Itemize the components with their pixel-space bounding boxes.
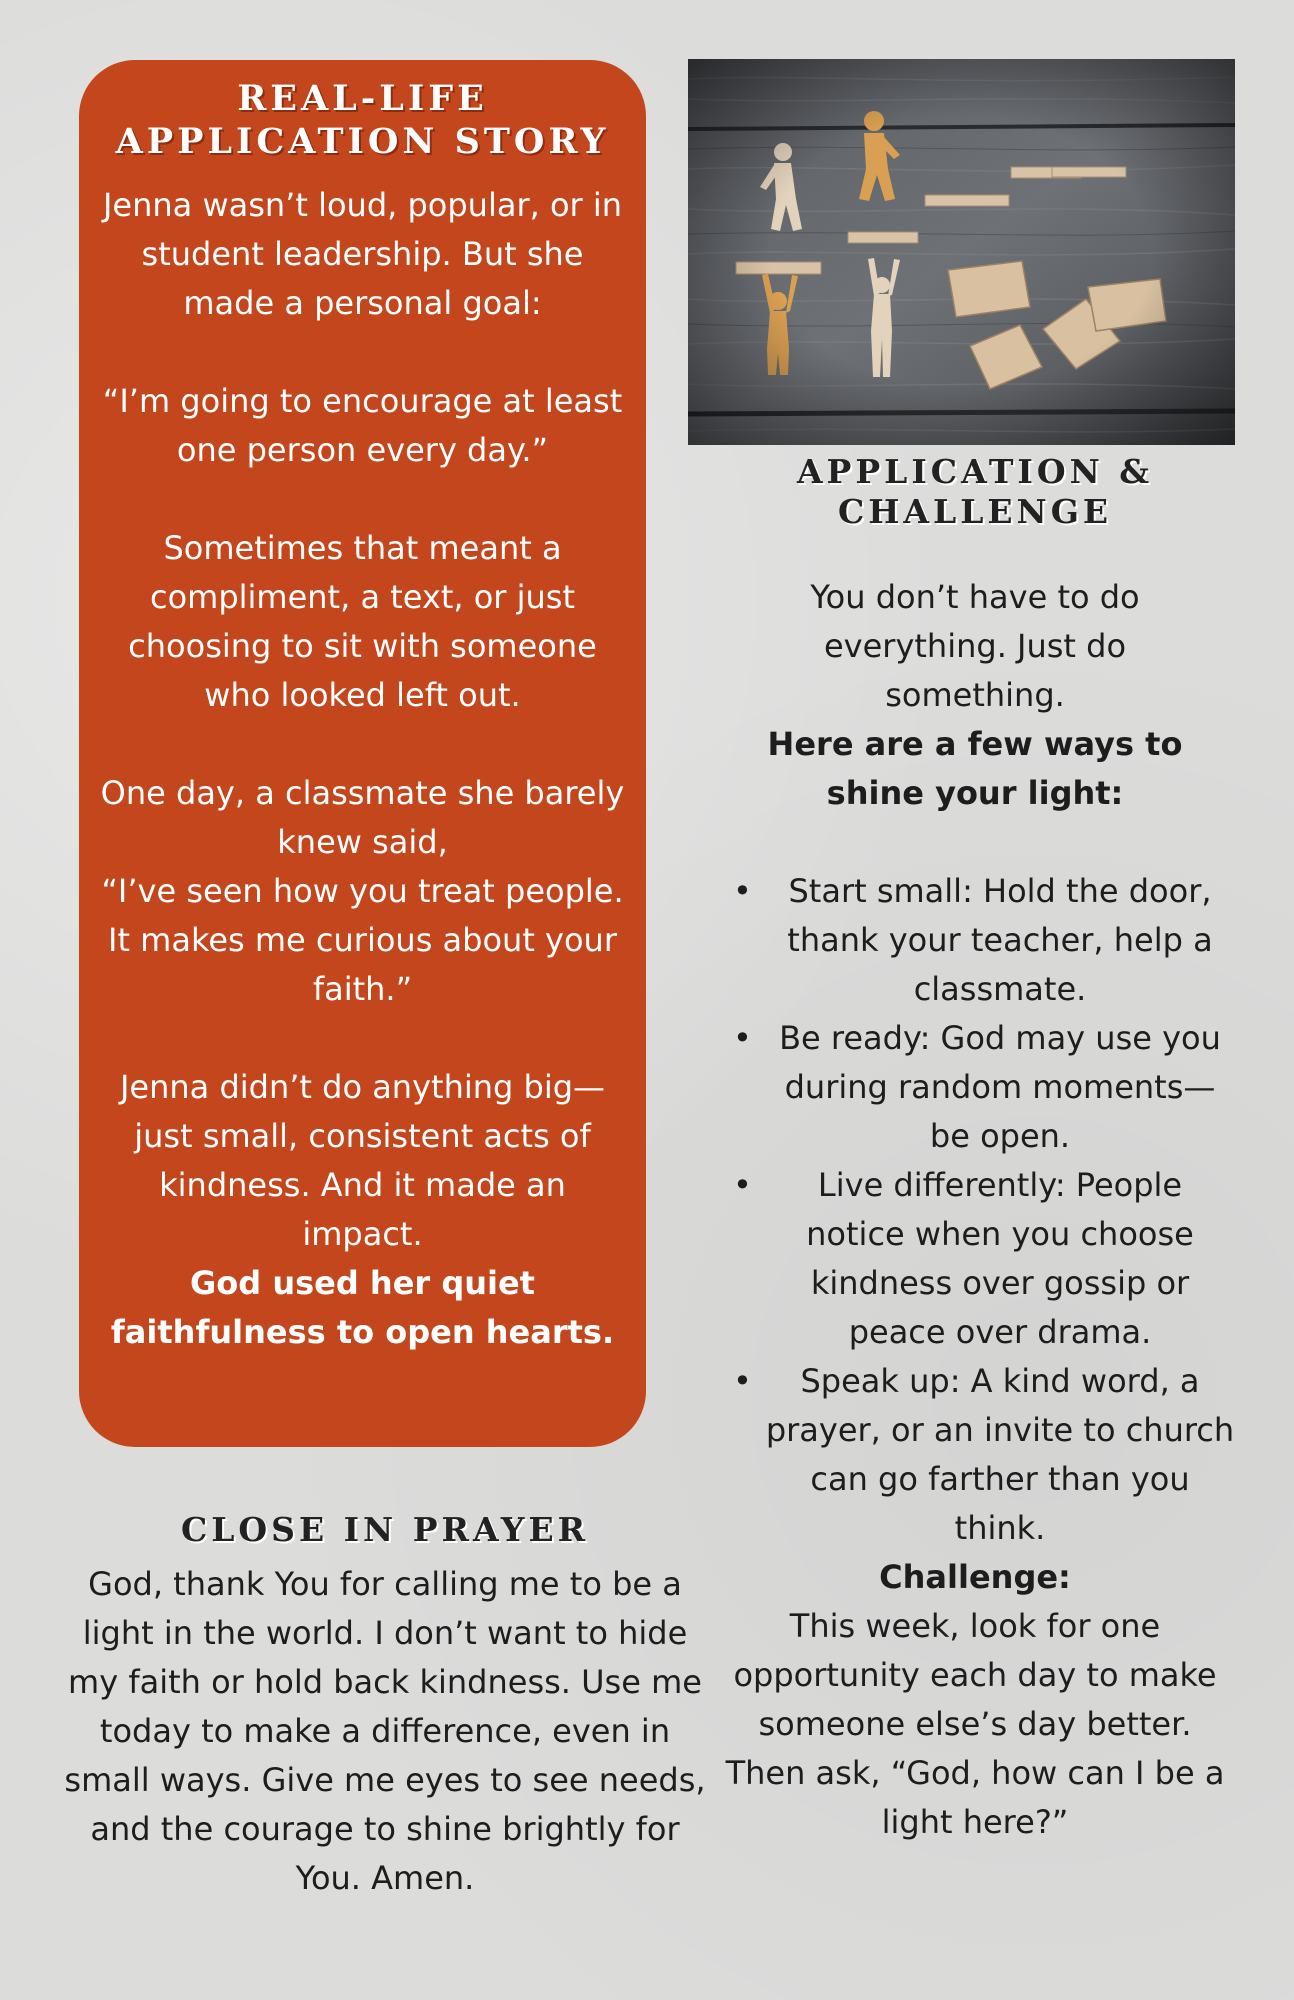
bullet-icon: • (733, 1165, 752, 1204)
application-section (715, 452, 1235, 1847)
bullet-icon: • (733, 1018, 752, 1057)
prayer-text: God, thank You for calling me to be a light in the world. I don’t want to hide my faith or hold back kindness. Use me today to make a difference, even in small ways. Give me eyes to see needs, and the courage to shine brightly for You. Amen. (64, 1565, 706, 1898)
ways-heading: Here are a few ways to shine your light: (767, 724, 1183, 812)
story-paragraph-1: Jenna wasn’t loud, popular, or in student leadership. But she made a personal goal: (102, 186, 623, 323)
story-heading-line2: APPLICATION STORY (115, 120, 610, 162)
challenge-label: Challenge: (879, 1557, 1071, 1596)
list-item (715, 1161, 1235, 1357)
application-heading-line1: APPLICATION & (796, 452, 1154, 491)
way-text-1: Start small: Hold the door, thank your teacher, help a classmate. (787, 871, 1213, 1008)
list-item (715, 1014, 1235, 1161)
prayer-section (55, 1510, 715, 1903)
wood-steps-figures-photo (688, 59, 1235, 445)
story-paragraph-2: “I’m going to encourage at least one person every day.” (102, 382, 623, 470)
way-text-4: Speak up: A kind word, a prayer, or an invite to church can go farther than you think. (765, 1361, 1235, 1547)
list-item (715, 1357, 1235, 1553)
way-text-2: Be ready: God may use you during random moments—be open. (779, 1018, 1221, 1155)
story-paragraph-3: Sometimes that meant a compliment, a text, or just choosing to sit with someone who looked left out. (128, 529, 597, 715)
way-text-3: Live differently: People notice when you choose kindness over gossip or peace over drama. (806, 1165, 1194, 1351)
story-heading-line1: REAL-LIFE (237, 78, 488, 119)
application-heading (715, 452, 1235, 533)
story-paragraph-5: “I’ve seen how you treat people. It makes me curious about your faith.” (101, 872, 624, 1009)
story-paragraph-6: Jenna didn’t do anything big—just small, consistent acts of kindness. And it made an impact. (119, 1068, 606, 1254)
story-closing: God used her quiet faithfulness to open hearts. (110, 1264, 615, 1352)
ways-list (715, 867, 1235, 1553)
story-paragraph-4: One day, a classmate she barely knew said, (100, 774, 625, 862)
story-text (99, 181, 626, 1357)
application-intro: You don’t have to do everything. Just do something. (810, 577, 1140, 714)
list-item (715, 867, 1235, 1014)
story-card (79, 60, 646, 1447)
bullet-icon: • (733, 871, 752, 910)
story-heading (99, 78, 626, 163)
application-heading-line2: CHALLENGE (837, 492, 1113, 532)
bullet-icon: • (733, 1361, 752, 1400)
prayer-heading: CLOSE IN PRAYER (180, 1510, 590, 1549)
challenge-text: This week, look for one opportunity each day to make someone else’s day better. Then ask, “God, how can I be a light here?” (725, 1606, 1225, 1841)
